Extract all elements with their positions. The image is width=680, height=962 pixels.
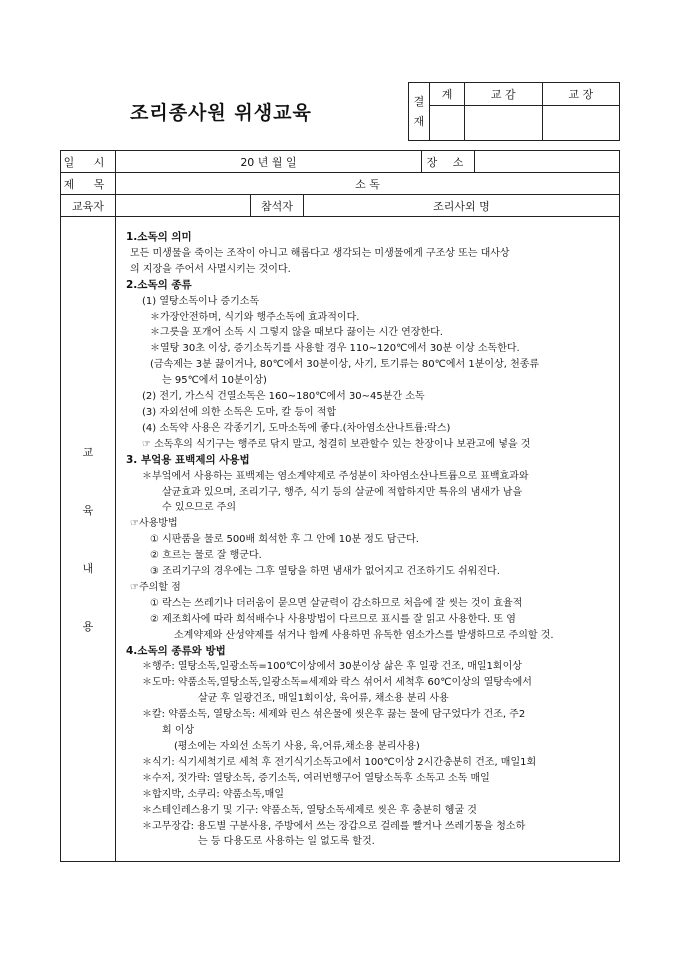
text-line: ＊합지박, 소쿠리: 약품소독,매일 [142,788,285,800]
text-line: 회 이상 [162,725,195,737]
text-line: ＊그릇을 포개어 소독 시 그렇지 않을 때보다 끓이는 시간 연장한다. [150,327,443,339]
text-line: (금속제는 3분 끓이거나, 80℃에서 30분이상, 사기, 토기류는 80℃에서 1분이상, 천종류 [150,359,540,371]
text-line: 모든 미생물을 죽이는 조작이 아니고 해롭다고 생각되는 미생물에게 구조상 또는 대사상 [130,247,510,259]
text-line: ① 락스는 쓰레기나 더러움이 묻으면 살균력이 감소하므로 처음에 잘 씻는 것이 효율적 [150,597,523,609]
educator-value[interactable] [116,195,251,217]
section-heading: 1.소독의 의미 [126,231,192,243]
info-table [60,150,620,862]
text-line: 살균 후 일광건조, 매일1회이상, 육어류, 채소용 분리 사용 [198,693,449,705]
text-line: ☞ 소독후의 식기구는 행주로 닦지 말고, 청결히 보관할수 있는 찬장이나 보관고에 넣을 것 [142,438,531,450]
date-label: 일 시 [61,151,116,173]
approval-side-label: 결 재 [409,83,430,141]
text-line: 살균효과 있으며, 조리기구, 행주, 식기 등의 살균에 적합하지만 특유의 냄새가 남을 [162,486,523,498]
approval-sign-staff[interactable] [430,106,465,141]
approval-table [408,82,620,141]
participants-label: 참석자 [251,195,304,217]
approval-header-staff: 계 [430,83,465,106]
text-line: 의 지장을 주어서 사멸시키는 것이다. [130,263,291,275]
text-line: ＊도마: 약품소독,열탕소독,일광소독=세제와 락스 섞어서 세척후 60℃이상의 열탕속에서 [142,677,532,689]
text-line: ＊고무장갑: 용도별 구분사용, 주방에서 쓰는 장갑으로 걸레를 빨거나 쓰레기통을 청소하 [142,820,526,832]
text-line: ☞주의할 점 [130,581,181,593]
approval-header-vice-principal: 교 감 [465,83,542,106]
text-line: (3) 자외선에 의한 소독은 도마, 칼 등이 적합 [142,406,337,418]
text-line: ① 시판품을 물로 500배 희석한 후 그 안에 10분 정도 담근다. [150,534,419,546]
place-label: 장 소 [422,151,475,173]
text-line: ＊열탕 30초 이상, 증기소독기를 사용할 경우 110∼120℃에서 30분 이상 소독한다. [150,343,520,355]
text-line: 수 있으므로 주의 [162,502,236,514]
content-side-label: 교 육 내 용 [61,217,116,862]
content-body [116,217,620,862]
text-line: ☞사용방법 [130,518,178,530]
section-heading: 4.소독의 종류와 방법 [126,644,226,657]
text-line: ＊칼: 약품소독, 열탕소독: 세제와 린스 섞은물에 씻은후 끓는 물에 담구었다가 건조, 주2 [142,709,526,721]
text-line: ＊행주: 열탕소독,일광소독=100℃이상에서 30분이상 삶은 후 일광 건조, 매일1회이상 [142,661,522,673]
text-line: (4) 소독약 사용은 각종기기, 도마소독에 좋다.(차아염소산나트륨:락스) [142,422,451,434]
educator-label: 교육자 [61,195,116,217]
date-value: 20 년 월 일 [116,151,422,173]
text-line: (1) 열탕소독이나 증기소독 [142,295,260,307]
approval-header-principal: 교 장 [542,83,620,106]
text-line: 는 95℃에서 10분이상) [162,375,267,387]
section-heading: 2.소독의 종류 [126,278,192,291]
text-line: ＊수저, 젓가락: 열탕소독, 증기소독, 여러번행구어 열탕소독후 소독고 소독 매일 [142,772,490,784]
approval-sign-principal[interactable] [542,106,620,141]
text-line: (2) 전기, 가스식 건열소독은 160∼180℃에서 30∼45분간 소독 [142,391,425,403]
text-line: (평소에는 자외선 소독기 사용, 육,어류,채소용 분리사용) [174,741,420,752]
place-value[interactable] [475,151,620,173]
text-line: ② 흐르는 물로 잘 행군다. [150,550,262,562]
subject-value: 소 독 [116,173,620,195]
text-line: ② 제조회사에 따라 희석배수나 사용방법이 다르므로 표시를 잘 읽고 사용한다. 또 염 [150,613,516,625]
text-line: 는 등 다용도로 사용하는 일 없도록 할것. [198,836,375,848]
document-title: 조리종사원 위생교육 [130,102,312,124]
text-line: ③ 조리기구의 경우에는 그후 열탕을 하면 냄새가 없어지고 건조하기도 쉬워진다. [150,566,500,578]
text-line: ＊스테인레스용기 및 기구: 약품소독, 열탕소독세제로 씻은 후 충분히 헹굴 것 [142,804,477,816]
approval-sign-vice-principal[interactable] [465,106,542,141]
text-line: ＊식기: 식기세척기로 세척 후 전기식기소독고에서 100℃이상 2시간충분히 건조, 매일1회 [142,756,537,768]
subject-label: 제 목 [61,173,116,195]
section-heading: 3. 부엌용 표백제의 사용법 [126,453,250,466]
text-line: ＊가장안전하며, 식기와 행주소독에 효과적이다. [150,311,360,323]
text-line: 소계약제와 산성약제를 섞거나 함께 사용하면 유독한 염소가스를 발생하므로 주의할 것. [174,629,554,641]
participants-value: 조리사외 명 [304,195,620,217]
text-line: ＊부엌에서 사용하는 표백제는 염소계약제로 주성분이 차아염소산나트륨으로 표백효과와 [142,470,529,482]
